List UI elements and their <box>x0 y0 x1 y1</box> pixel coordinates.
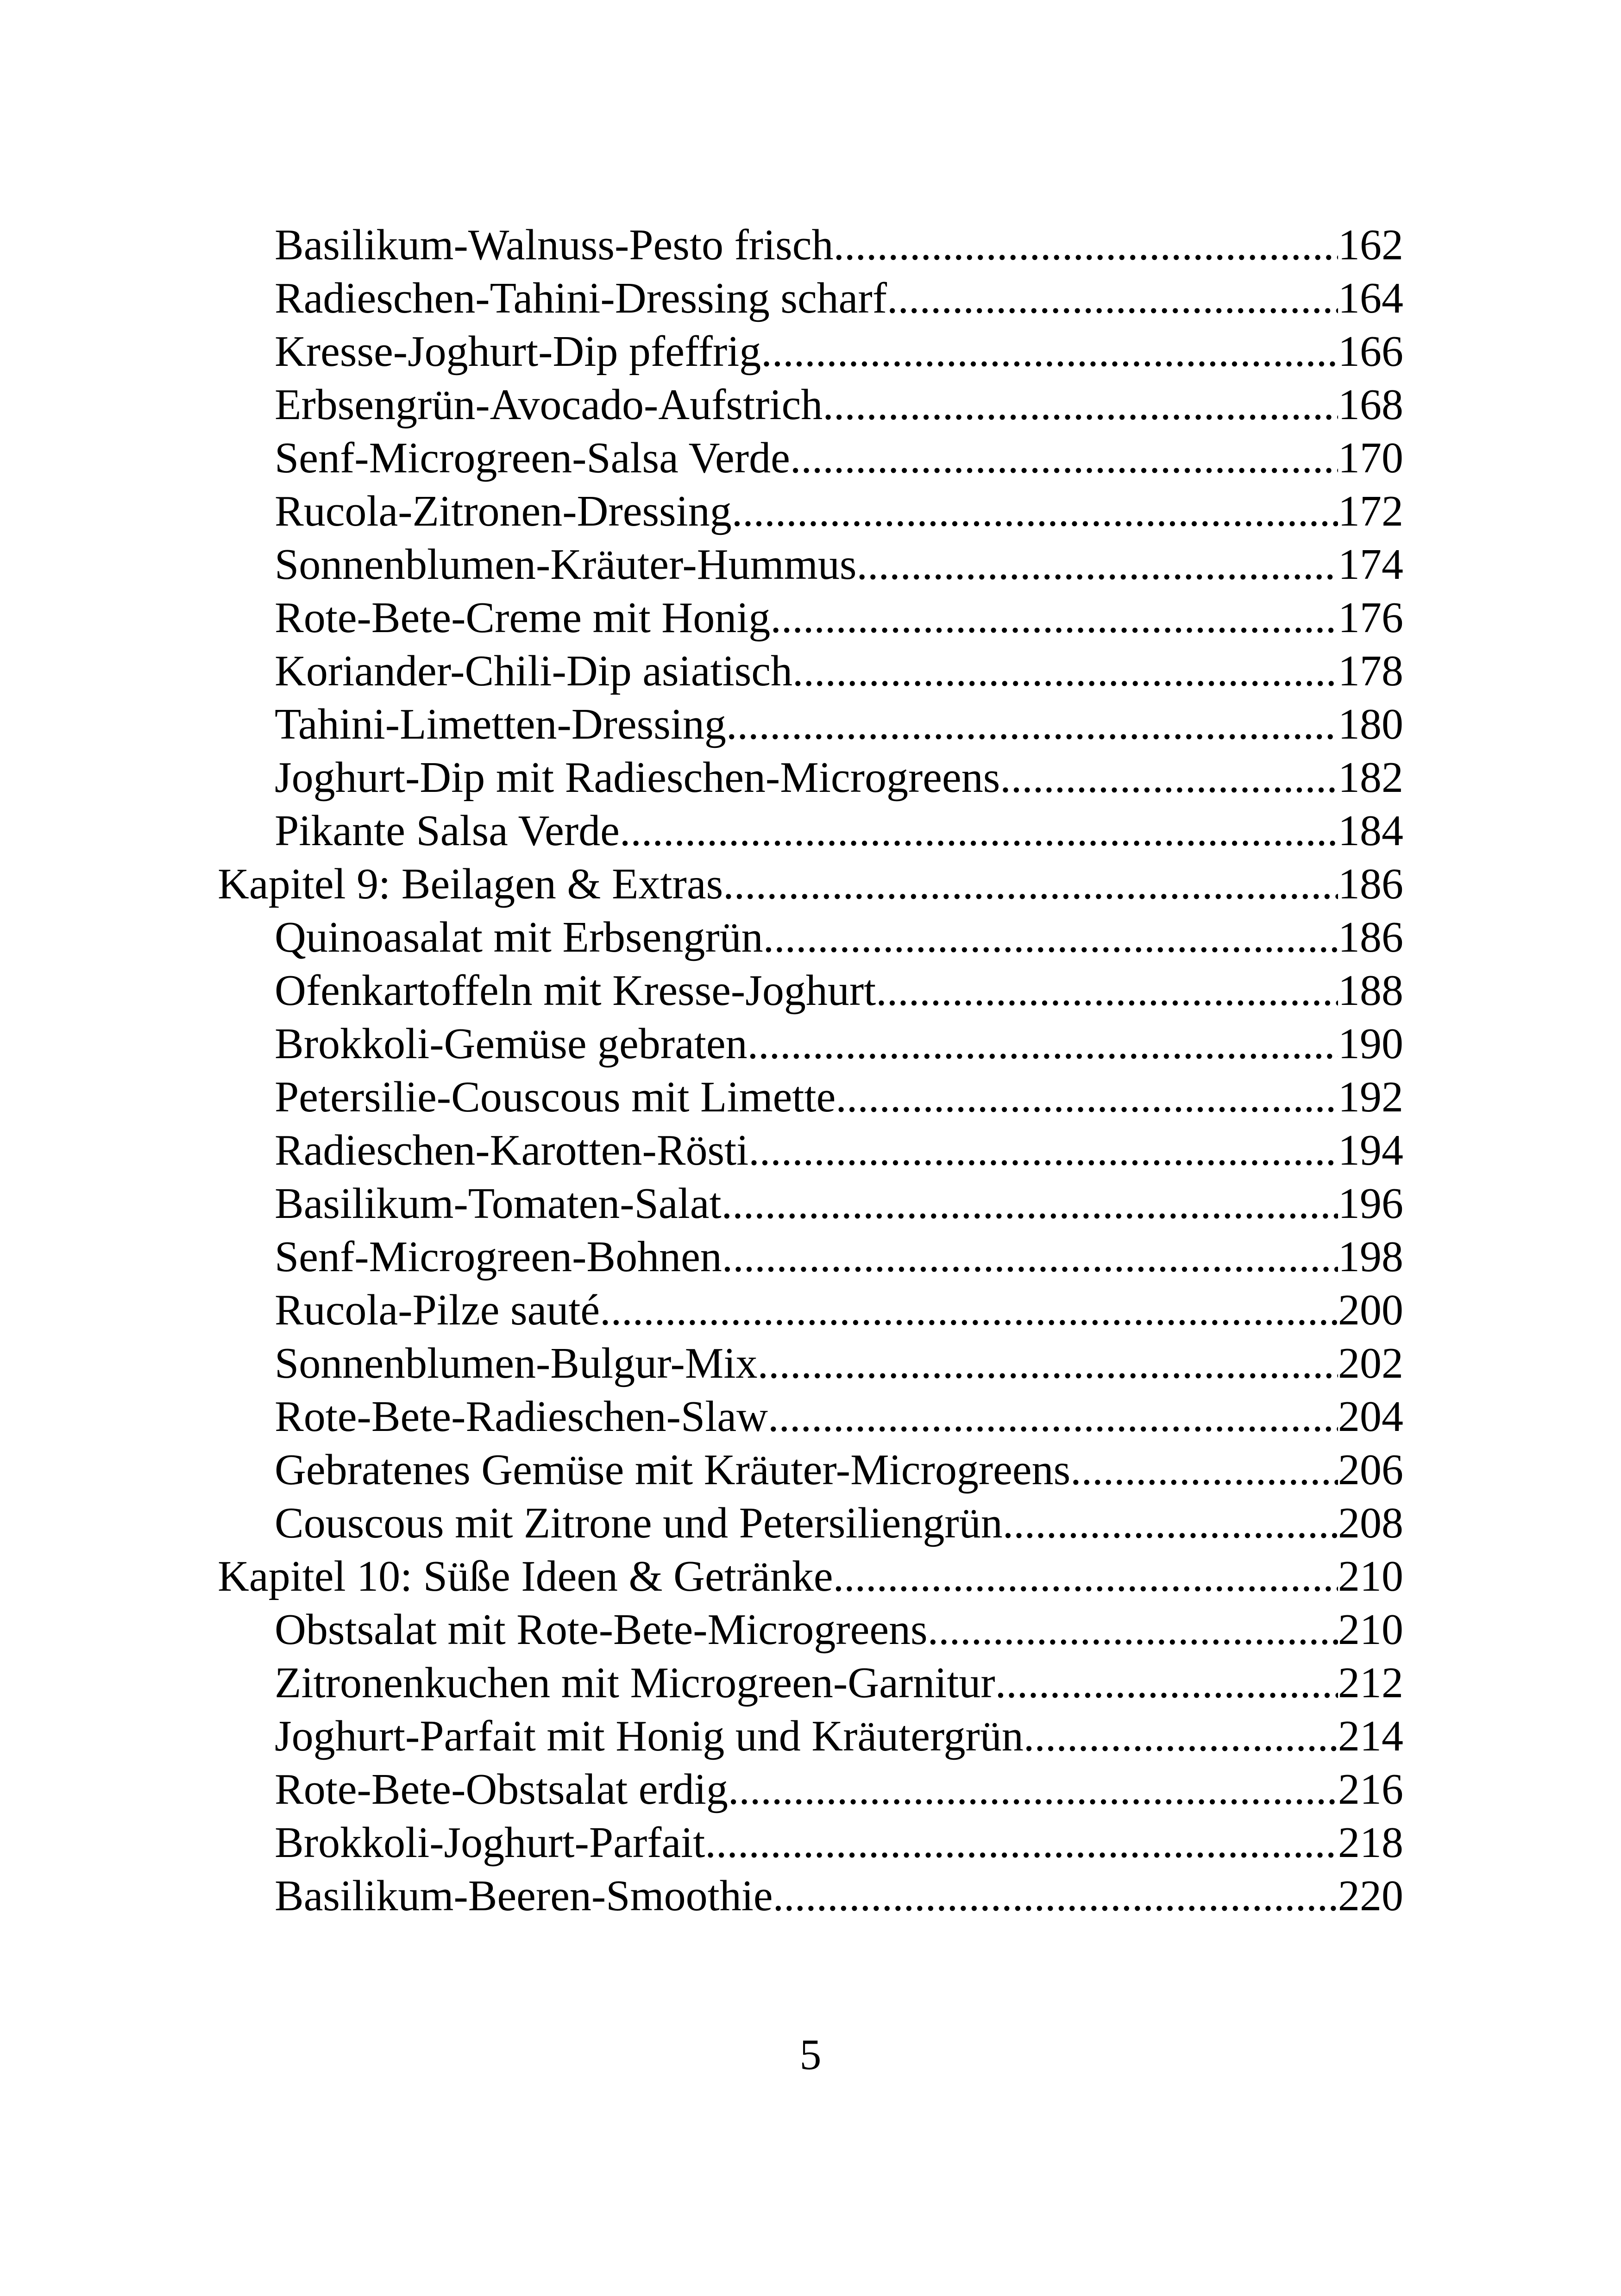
toc-entry-title: Kresse-Joghurt-Dip pfeffrig <box>275 327 761 376</box>
toc-entry-title: Joghurt-Dip mit Radieschen-Microgreens <box>275 753 1000 802</box>
toc-entry-title: Basilikum-Tomaten-Salat <box>275 1179 722 1228</box>
toc-entry <box>218 1656 1403 1710</box>
toc-entry <box>218 1230 1403 1284</box>
toc-entry-title: Radieschen-Karotten-Rösti <box>275 1126 749 1174</box>
toc-entry <box>218 751 1403 804</box>
toc-entry-page: 214 <box>1338 1712 1403 1760</box>
toc-entry-page: 186 <box>1338 860 1403 908</box>
toc-entry <box>218 1177 1403 1230</box>
toc-entry-page: 180 <box>1338 700 1403 748</box>
toc-entry-page: 190 <box>1338 1020 1403 1068</box>
toc-entry-title: Quinoasalat mit Erbsengrün <box>275 913 763 961</box>
toc-entry-page: 162 <box>1338 221 1403 269</box>
toc-entry <box>218 485 1403 538</box>
toc-entry-title: Basilikum-Walnuss-Pesto frisch <box>275 221 834 269</box>
toc-entry <box>218 1017 1403 1071</box>
dot-leader <box>600 1284 1338 1337</box>
dot-leader <box>763 911 1338 964</box>
toc-entry-title: Senf-Microgreen-Bohnen <box>275 1233 722 1281</box>
toc-entry-page: 216 <box>1338 1765 1403 1813</box>
toc-chapter-entry <box>218 1550 1403 1603</box>
dot-leader <box>722 1177 1338 1230</box>
dot-leader <box>758 1337 1338 1390</box>
dot-leader <box>876 964 1338 1017</box>
toc-entry <box>218 645 1403 698</box>
toc-entry-page: 176 <box>1338 594 1403 642</box>
dot-leader <box>1000 751 1338 804</box>
table-of-contents <box>218 219 1403 1923</box>
toc-entry-title: Sonnenblumen-Kräuter-Hummus <box>275 540 857 589</box>
dot-leader <box>726 698 1338 751</box>
toc-entry-title: Couscous mit Zitrone und Petersiliengrün <box>275 1499 1003 1547</box>
toc-entry-page: 194 <box>1338 1126 1403 1174</box>
toc-entry-page: 202 <box>1338 1339 1403 1387</box>
toc-entry-title: Senf-Microgreen-Salsa Verde <box>275 434 790 482</box>
toc-entry <box>218 1443 1403 1497</box>
toc-entry <box>218 538 1403 591</box>
toc-entry <box>218 1390 1403 1443</box>
toc-entry-page: 218 <box>1338 1819 1403 1867</box>
toc-entry-page: 210 <box>1338 1552 1403 1600</box>
toc-entry-title: Erbsengrün-Avocado-Aufstrich <box>275 381 823 429</box>
toc-entry-title: Rote-Bete-Radieschen-Slaw <box>275 1393 768 1441</box>
dot-leader <box>836 1071 1338 1124</box>
dot-leader <box>761 325 1338 378</box>
toc-entry-page: 210 <box>1338 1606 1403 1654</box>
toc-entry-page: 178 <box>1338 647 1403 695</box>
dot-leader <box>770 591 1338 645</box>
dot-leader <box>928 1603 1338 1656</box>
toc-entry-page: 212 <box>1338 1659 1403 1707</box>
toc-entry <box>218 1816 1403 1869</box>
dot-leader <box>705 1816 1338 1869</box>
dot-leader <box>887 272 1338 325</box>
toc-entry-title: Zitronenkuchen mit Microgreen-Garnitur <box>275 1659 995 1707</box>
toc-entry-title: Rucola-Pilze sauté <box>275 1286 600 1334</box>
toc-entry <box>218 219 1403 272</box>
toc-entry <box>218 804 1403 858</box>
toc-chapter-entry <box>218 858 1403 911</box>
toc-entry-title: Rote-Bete-Creme mit Honig <box>275 594 771 642</box>
toc-entry-page: 164 <box>1338 274 1403 322</box>
toc-entry-title: Radieschen-Tahini-Dressing scharf <box>275 274 887 322</box>
toc-entry-title: Kapitel 10: Süße Ideen & Getränke <box>218 1552 833 1600</box>
toc-entry-page: 186 <box>1338 913 1403 961</box>
toc-entry-title: Kapitel 9: Beilagen & Extras <box>218 860 723 908</box>
toc-entry <box>218 1284 1403 1337</box>
toc-entry-page: 192 <box>1338 1073 1403 1121</box>
dot-leader <box>728 1763 1338 1816</box>
toc-entry-page: 168 <box>1338 381 1403 429</box>
toc-entry-title: Brokkoli-Joghurt-Parfait <box>275 1819 705 1867</box>
toc-entry <box>218 964 1403 1017</box>
toc-entry-page: 206 <box>1338 1446 1403 1494</box>
dot-leader <box>773 1869 1338 1923</box>
toc-entry-title: Basilikum-Beeren-Smoothie <box>275 1872 773 1920</box>
dot-leader <box>1003 1497 1338 1550</box>
toc-entry <box>218 1124 1403 1177</box>
toc-entry-page: 208 <box>1338 1499 1403 1547</box>
toc-entry-title: Rucola-Zitronen-Dressing <box>275 487 732 535</box>
toc-entry-page: 204 <box>1338 1393 1403 1441</box>
toc-entry <box>218 698 1403 751</box>
toc-entry <box>218 325 1403 378</box>
toc-entry-title: Tahini-Limetten-Dressing <box>275 700 726 748</box>
toc-entry-title: Gebratenes Gemüse mit Kräuter-Microgreens <box>275 1446 1071 1494</box>
toc-entry-page: 172 <box>1338 487 1403 535</box>
toc-entry-title: Brokkoli-Gemüse gebraten <box>275 1020 748 1068</box>
toc-entry-page: 166 <box>1338 327 1403 376</box>
dot-leader <box>834 219 1338 272</box>
toc-entry-title: Koriander-Chili-Dip asiatisch <box>275 647 792 695</box>
dot-leader <box>995 1656 1338 1710</box>
dot-leader <box>1024 1710 1338 1763</box>
toc-entry <box>218 1071 1403 1124</box>
toc-entry <box>218 1869 1403 1923</box>
toc-entry-page: 174 <box>1338 540 1403 589</box>
dot-leader <box>748 1017 1338 1071</box>
dot-leader <box>722 1230 1338 1284</box>
toc-entry-page: 184 <box>1338 807 1403 855</box>
toc-entry-page: 200 <box>1338 1286 1403 1334</box>
dot-leader <box>856 538 1338 591</box>
toc-entry <box>218 911 1403 964</box>
toc-entry-title: Pikante Salsa Verde <box>275 807 620 855</box>
toc-entry <box>218 591 1403 645</box>
toc-entry-page: 182 <box>1338 753 1403 802</box>
toc-entry <box>218 432 1403 485</box>
toc-entry-page: 198 <box>1338 1233 1403 1281</box>
dot-leader <box>768 1390 1338 1443</box>
dot-leader <box>833 1550 1338 1603</box>
toc-entry <box>218 1337 1403 1390</box>
toc-entry <box>218 1497 1403 1550</box>
toc-entry-title: Rote-Bete-Obstsalat erdig <box>275 1765 728 1813</box>
toc-entry <box>218 272 1403 325</box>
toc-entry-title: Joghurt-Parfait mit Honig und Kräutergrün <box>275 1712 1024 1760</box>
toc-entry-page: 170 <box>1338 434 1403 482</box>
dot-leader <box>1070 1443 1338 1497</box>
toc-entry-title: Sonnenblumen-Bulgur-Mix <box>275 1339 758 1387</box>
toc-entry-title: Petersilie-Couscous mit Limette <box>275 1073 836 1121</box>
toc-entry-page: 220 <box>1338 1872 1403 1920</box>
dot-leader <box>792 645 1338 698</box>
toc-entry <box>218 1763 1403 1816</box>
page-number: 5 <box>799 2031 822 2079</box>
toc-entry-page: 188 <box>1338 966 1403 1015</box>
dot-leader <box>620 804 1338 858</box>
dot-leader <box>823 378 1338 432</box>
dot-leader <box>748 1124 1338 1177</box>
toc-entry <box>218 1603 1403 1656</box>
toc-entry-title: Obstsalat mit Rote-Bete-Microgreens <box>275 1606 928 1654</box>
toc-entry-page: 196 <box>1338 1179 1403 1228</box>
toc-entry-title: Ofenkartoffeln mit Kresse-Joghurt <box>275 966 876 1015</box>
dot-leader <box>732 485 1338 538</box>
dot-leader <box>723 858 1338 911</box>
dot-leader <box>790 432 1338 485</box>
toc-entry <box>218 378 1403 432</box>
toc-entry <box>218 1710 1403 1763</box>
